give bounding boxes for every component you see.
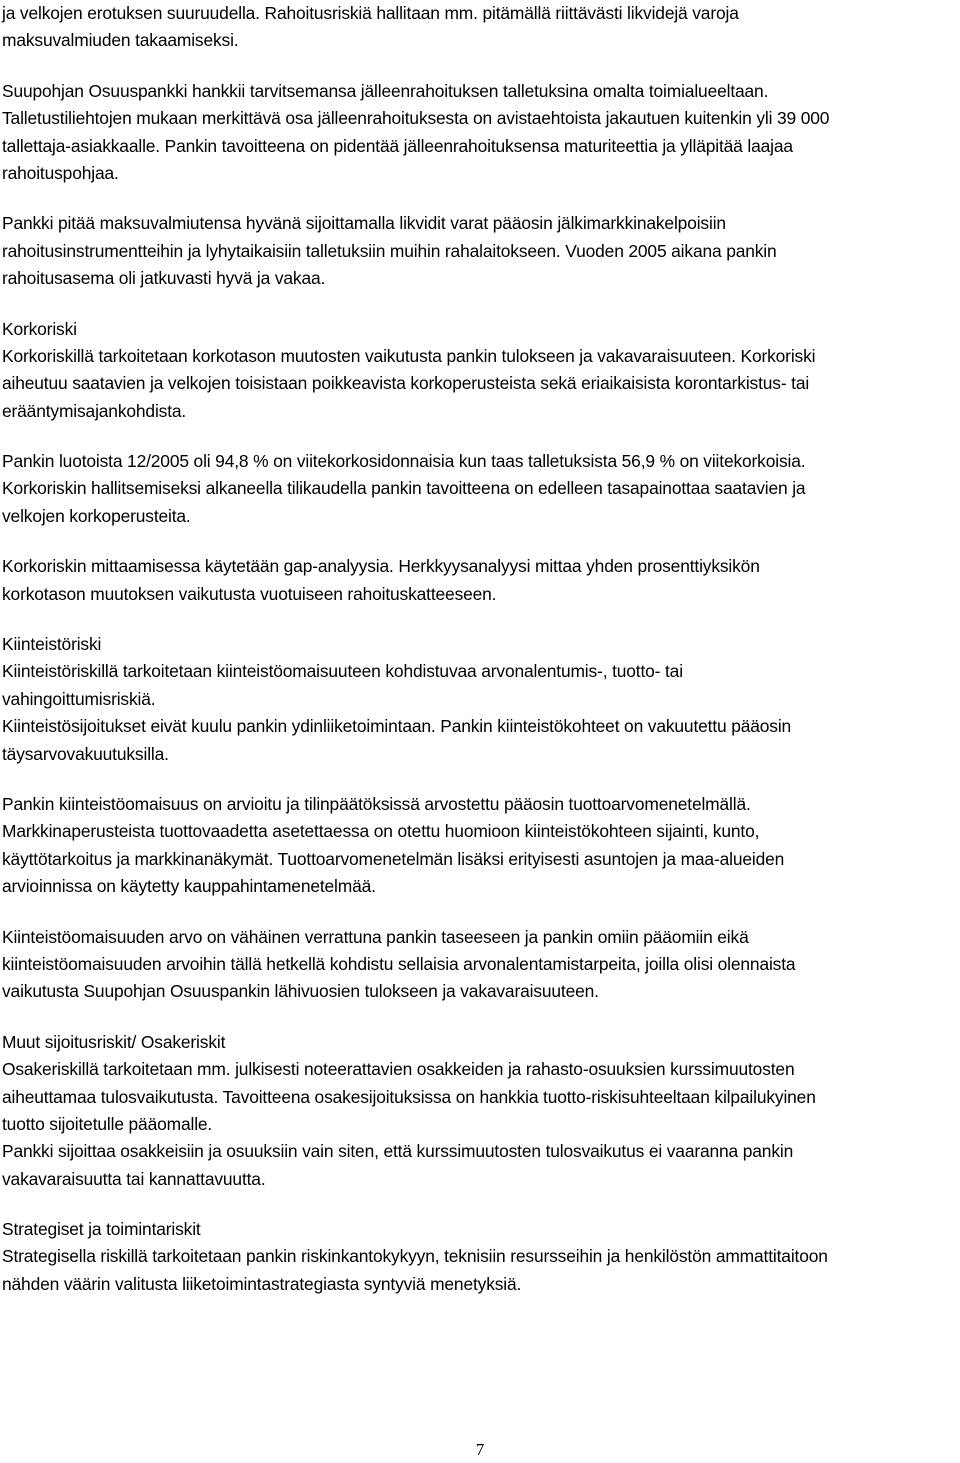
- paragraph-liquidity-position: [2, 210, 957, 292]
- text-line: Kiinteistöomaisuuden arvo on vähäinen verrattuna pankin taseeseen ja pankin omiin pääomiin eikä: [2, 926, 749, 947]
- text-line: Markkinaperusteista tuottovaadetta asetettaessa on otettu huomioon kiinteistökohteen sijainti, kunto,: [2, 821, 760, 842]
- text-line: Strategisella riskillä tarkoitetaan pankin riskinkantokykyyn, teknisiin resursseihin ja henkilöstön ammattitaitoon: [2, 1246, 828, 1267]
- text-line: käyttötarkoitus ja markkinanäkymät. Tuottoarvomenetelmän lisäksi erityisesti asuntojen ja maa-alueiden: [2, 848, 785, 869]
- text-line: aiheutuu saatavien ja velkojen toisistaan poikkeavista korkoperusteista sekä eriaikaisista korontarkistus- tai: [2, 373, 810, 394]
- text-line: velkojen korkoperusteita.: [2, 505, 191, 526]
- text-line: Kiinteistösijoitukset eivät kuulu pankin ydinliiketoimintaan. Pankin kiinteistökohteet on vakuutettu pääosin: [2, 716, 792, 737]
- text-line: aiheuttamaa tulosvaikutusta. Tavoitteena osakesijoituksissa on hankkia tuotto-riskisuhteeltaan kilpailukyinen: [2, 1086, 816, 1107]
- paragraph-refinancing: [2, 78, 957, 188]
- paragraph-gap-analysis: [2, 553, 957, 608]
- section-heading: Strategiset ja toimintariskit: [2, 1219, 201, 1240]
- text-line: rahoitusasema oli jatkuvasti hyvä ja vakaa.: [2, 268, 326, 289]
- text-line: tuotto sijoitetulle pääomalle.: [2, 1113, 213, 1134]
- text-line: maksuvalmiuden takaamiseksi.: [2, 30, 239, 51]
- text-line: vaikutusta Suupohjan Osuuspankin lähivuosien tulokseen ja vakavaraisuuteen.: [2, 981, 599, 1002]
- text-line: ja velkojen erotuksen suuruudella. Rahoitusriskiä hallitaan mm. pitämällä riittävästi likvidejä varoja: [2, 3, 739, 23]
- text-line: korkotason muutoksen vaikutusta vuotuiseen rahoituskatteeseen.: [2, 583, 497, 604]
- text-line: Pankin kiinteistöomaisuus on arvioitu ja tilinpäätöksissä arvostettu pääosin tuottoarvomenetelmällä.: [2, 793, 751, 814]
- section-heading: Korkoriski: [2, 318, 77, 339]
- paragraph-liquidity-intro: [2, 0, 957, 55]
- text-line: Pankki sijoittaa osakkeisiin ja osuuksiin vain siten, että kurssimuutosten tulosvaikutus ei vaaranna pankin: [2, 1141, 794, 1162]
- text-line: Kiinteistöriskillä tarkoitetaan kiinteistöomaisuuteen kohdistuvaa arvonalentumis-, tuotto- tai: [2, 661, 683, 682]
- paragraph-real-estate-value: [2, 924, 957, 1006]
- text-line: Talletustiliehtojen mukaan merkittävä osa jälleenrahoituksesta on avistaehtoista jakautuen kuitenkin yli 39 000: [2, 108, 830, 129]
- text-line: Osakeriskillä tarkoitetaan mm. julkisesti noteerattavien osakkeiden ja rahasto-osuuksien kurssimuutosten: [2, 1059, 795, 1080]
- text-line: Korkoriskillä tarkoitetaan korkotason muutosten vaikutusta pankin tulokseen ja vakavaraisuuteen. Korkoriski: [2, 345, 816, 366]
- section-heading: Kiinteistöriski: [2, 634, 102, 655]
- page-number: 7: [475, 1440, 485, 1459]
- paragraph-reference-rates: [2, 448, 957, 530]
- text-line: Suupohjan Osuuspankki hankkii tarvitsemansa jälleenrahoituksen talletuksina omalta toimialueeltaan.: [2, 80, 769, 101]
- document-page: [2, 0, 957, 1298]
- text-line: rahoitusinstrumentteihin ja lyhytaikaisiin talletuksiin muihin rahalaitokseen. Vuoden 2005 aikana pankin: [2, 240, 777, 261]
- text-line: Pankin luotoista 12/2005 oli 94,8 % on viitekorkosidonnaisia kun taas talletuksista 56,9 % on viitekorkoisia.: [2, 451, 806, 472]
- section-equity-risk: [2, 1029, 957, 1193]
- section-heading: Muut sijoitusriskit/ Osakeriskit: [2, 1031, 226, 1052]
- section-interest-rate-risk: [2, 316, 957, 426]
- text-line: Korkoriskin hallitsemiseksi alkaneella tilikaudella pankin tavoitteena on edelleen tasapainottaa saatavien ja: [2, 478, 806, 499]
- text-line: erääntymisajankohdista.: [2, 400, 187, 421]
- text-line: kiinteistöomaisuuden arvoihin tällä hetkellä kohdistu sellaisia arvonalentamistarpeita, joilla olisi olennaista: [2, 953, 796, 974]
- paragraph-real-estate-valuation: [2, 791, 957, 901]
- section-strategic-risk: [2, 1216, 957, 1298]
- text-line: arvioinnissa on käytetty kauppahintamenetelmää.: [2, 876, 376, 897]
- text-line: Korkoriskin mittaamisessa käytetään gap-analyysia. Herkkyysanalyysi mittaa yhden prosenttiyksikön: [2, 556, 760, 577]
- text-line: Pankki pitää maksuvalmiutensa hyvänä sijoittamalla likvidit varat pääosin jälkimarkkinakelpoisiin: [2, 213, 726, 234]
- text-line: rahoituspohjaa.: [2, 162, 119, 183]
- section-real-estate-risk: [2, 631, 957, 768]
- text-line: vakavaraisuutta tai kannattavuutta.: [2, 1168, 266, 1189]
- text-line: täysarvovakuutuksilla.: [2, 743, 169, 764]
- text-line: vahingoittumisriskiä.: [2, 688, 156, 709]
- text-line: tallettaja-asiakkaalle. Pankin tavoitteena on pidentää jälleenrahoituksensa maturiteettia ja ylläpitää laajaa: [2, 135, 793, 156]
- text-line: nähden väärin valitusta liiketoimintastrategiasta syntyviä menetyksiä.: [2, 1273, 522, 1294]
